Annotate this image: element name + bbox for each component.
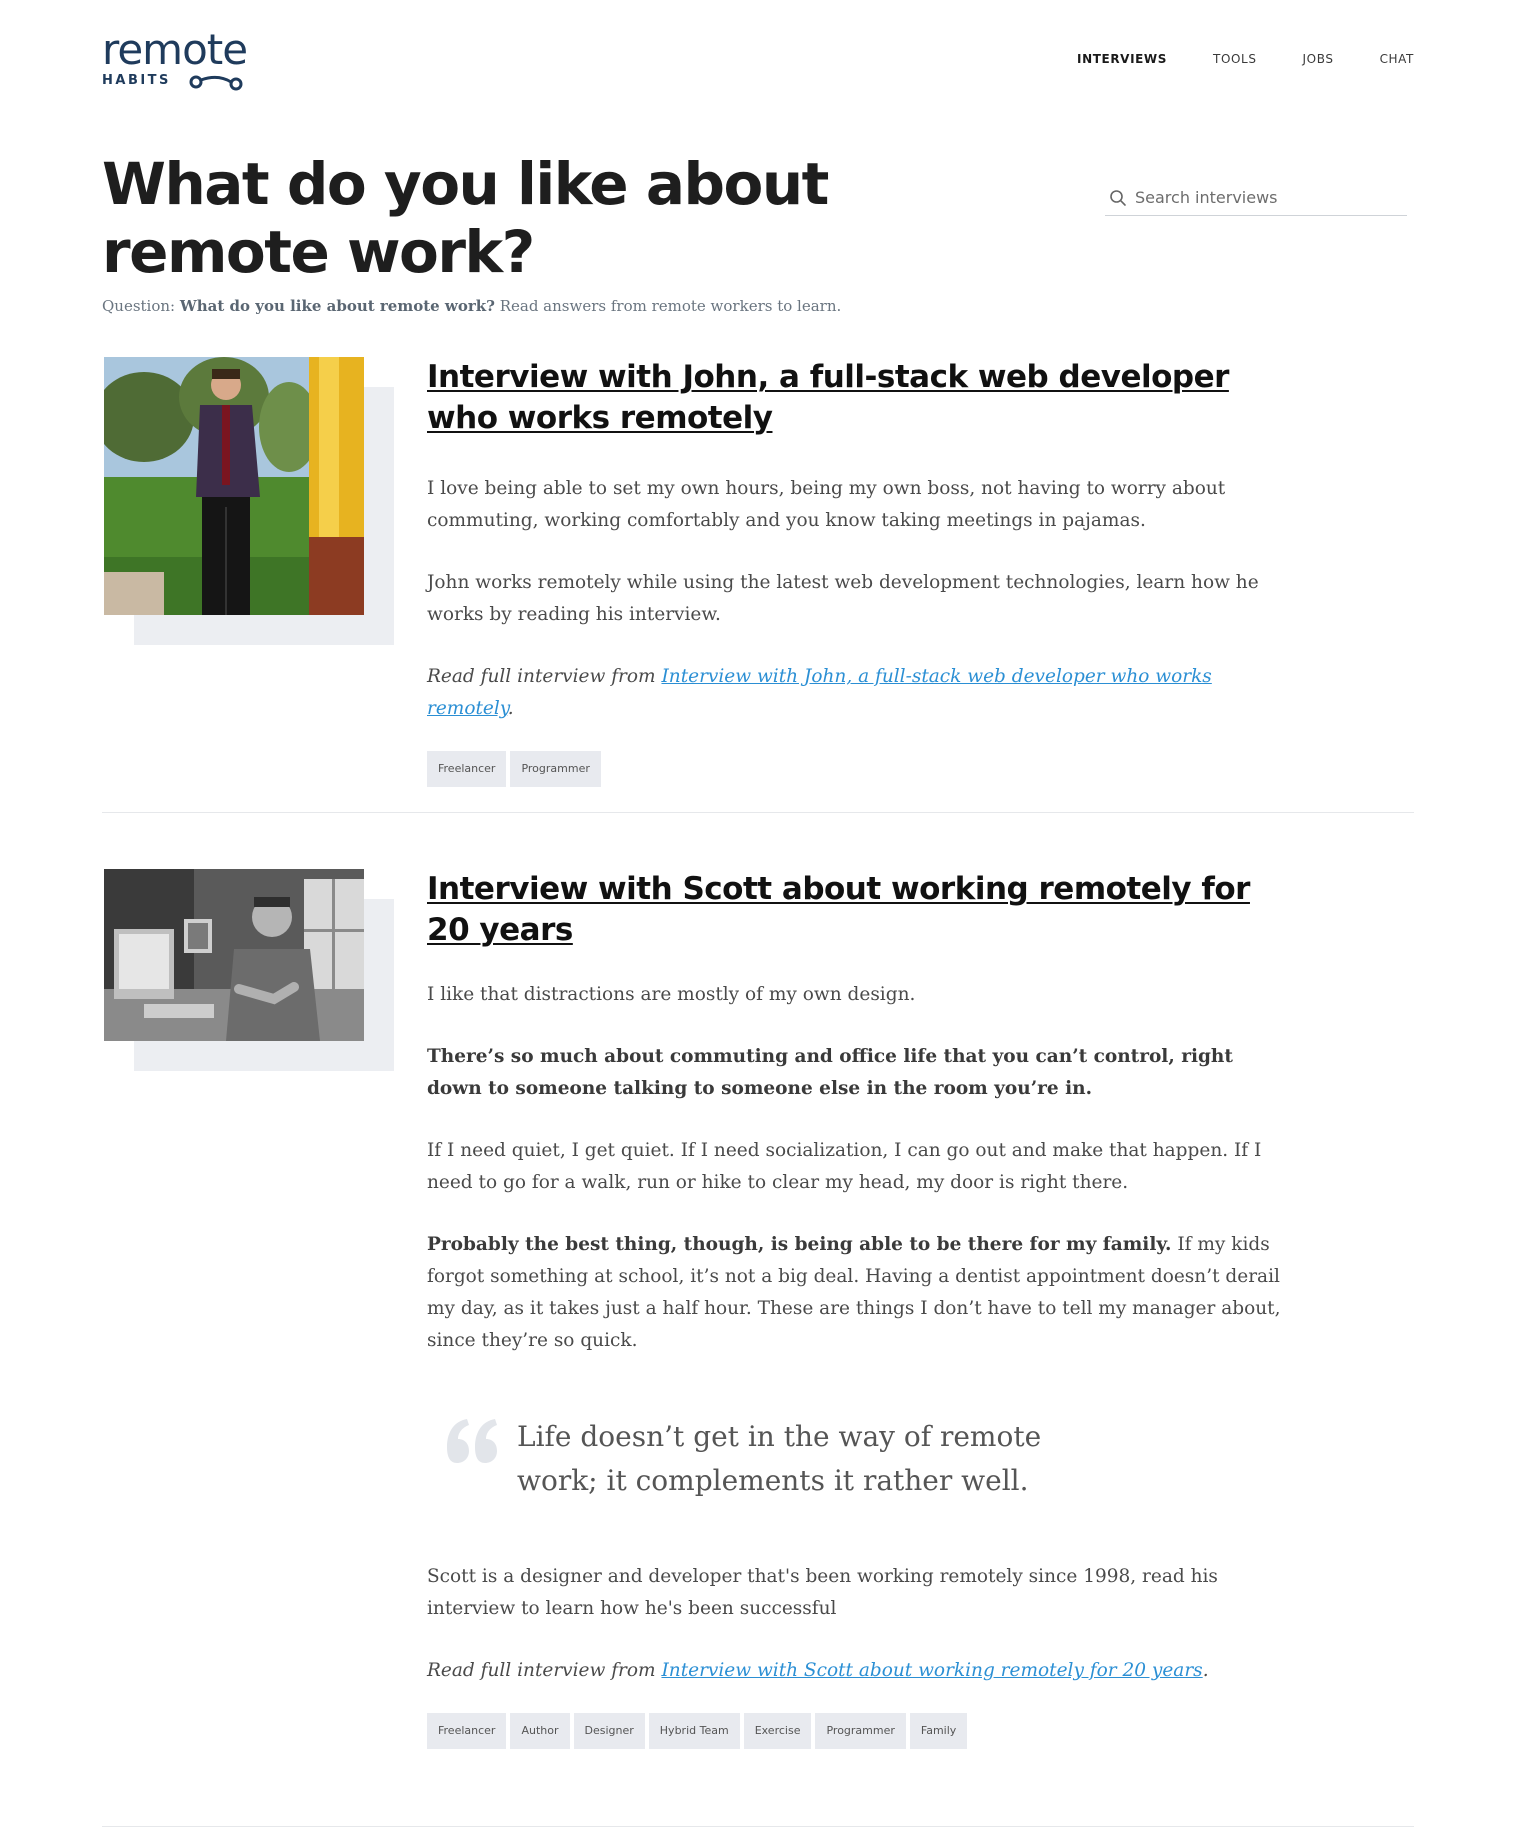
read-full-link[interactable]: Interview with John, a full-stack web developer who works remotely <box>427 666 1212 719</box>
entry-paragraph: I love being able to set my own hours, being my own boss, not having to worry about commuting, working comfortably and you know taking meetings in pajamas. <box>427 478 1226 531</box>
entry-paragraph: Scott is a designer and developer that's been working remotely since 1998, read his interview to learn how he's been successful <box>427 1566 1218 1619</box>
tag[interactable]: Family <box>910 1713 967 1749</box>
read-full-line: Read full interview from Interview with John, a full-stack web developer who works remotely. <box>427 666 1212 719</box>
tag[interactable]: Programmer <box>510 751 600 787</box>
interview-photo[interactable] <box>104 357 364 615</box>
logo-wordmark: remote <box>102 30 248 74</box>
entry-content <box>427 357 1287 787</box>
logo-subword: HABITS <box>102 73 171 88</box>
read-full-line: Read full interview from Interview with Scott about working remotely for 20 years. <box>427 1660 1209 1681</box>
nav-interviews[interactable]: INTERVIEWS <box>1077 52 1168 66</box>
tag[interactable]: Author <box>510 1713 569 1749</box>
tag[interactable]: Hybrid Team <box>649 1713 740 1749</box>
read-prefix: Read full interview from <box>427 1660 656 1681</box>
search-input[interactable] <box>1135 188 1395 207</box>
entry-paragraph-bold: Probably the best thing, though, is being able to be there for my family. <box>427 1234 1172 1255</box>
nav-jobs[interactable]: JOBS <box>1302 52 1334 66</box>
entry-paragraph <box>427 1041 1287 1105</box>
entry-content <box>427 869 1287 1749</box>
read-prefix: Read full interview from <box>427 666 656 687</box>
entry-paragraph-bold: There’s so much about commuting and office life that you can’t control, right down to someone talking to someone else in the room you’re in. <box>427 1046 1233 1099</box>
quote-text: Life doesn’t get in the way of remote work; it complements it rather well. <box>517 1420 1042 1497</box>
entry-paragraph: If I need quiet, I get quiet. If I need socialization, I can go out and make that happen. If I need to go for a walk, run or hike to clear my head, my door is right there. <box>427 1140 1262 1193</box>
tag[interactable]: Freelancer <box>427 1713 506 1749</box>
quote-mark-icon <box>445 1417 501 1465</box>
nav-chat[interactable]: CHAT <box>1379 52 1414 66</box>
search-icon <box>1109 189 1127 207</box>
subtitle-suffix: Read answers from remote workers to learn. <box>499 297 842 315</box>
nav-tools[interactable]: TOOLS <box>1213 52 1257 66</box>
subtitle-question: What do you like about remote work? <box>179 297 495 315</box>
tag[interactable]: Designer <box>574 1713 645 1749</box>
search-box[interactable] <box>1105 180 1407 216</box>
entry-paragraph <box>427 1229 1287 1357</box>
page-container <box>102 0 1414 1842</box>
entry-paragraph: I like that distractions are mostly of my own design. <box>427 984 916 1005</box>
tag[interactable]: Freelancer <box>427 751 506 787</box>
logo[interactable] <box>102 30 292 100</box>
read-full-link[interactable]: Interview with Scott about working remotely for 20 years <box>661 1660 1203 1681</box>
entry-divider <box>102 1826 1414 1827</box>
subtitle-prefix: Question: <box>102 297 176 315</box>
tag-list <box>427 1713 1287 1749</box>
page-subtitle <box>102 297 841 315</box>
entry-title-link[interactable]: Interview with Scott about working remotely for 20 years <box>427 871 1250 948</box>
tag-list <box>427 751 1287 787</box>
entry-divider <box>102 812 1414 813</box>
entry-title-link[interactable]: Interview with John, a full-stack web developer who works remotely <box>427 359 1229 436</box>
entry-paragraph: John works remotely while using the latest web development technologies, learn how he works by reading his interview. <box>427 572 1259 625</box>
tag[interactable]: Programmer <box>815 1713 905 1749</box>
interview-photo[interactable] <box>104 869 364 1041</box>
tag[interactable]: Exercise <box>744 1713 812 1749</box>
page-title: What do you like about remote work? <box>102 150 828 286</box>
entry-paragraph-rest: If my kids forgot something at school, it’s not a big deal. Having a dentist appointment doesn’t derail my day, as it takes just a half hour. These are things I don’t have to tell my manager about, since they’re so quick. <box>427 1234 1281 1351</box>
main-nav <box>1031 52 1414 66</box>
pull-quote <box>427 1415 1287 1503</box>
